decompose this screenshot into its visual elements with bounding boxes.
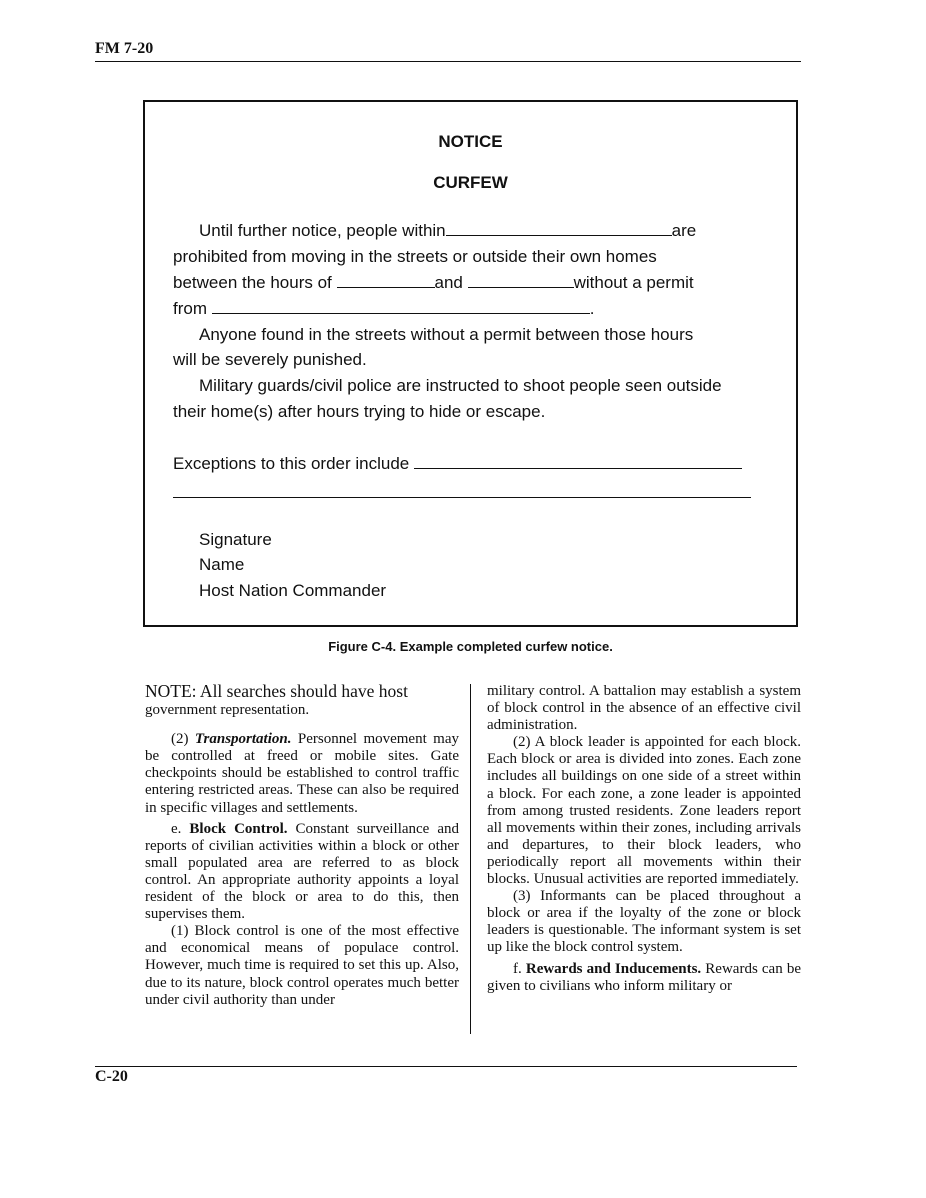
notice-subtitle: CURFEW — [433, 173, 508, 192]
notice-line-3-mid: and — [434, 273, 463, 292]
footer-rule — [95, 1066, 797, 1067]
rewards-paragraph — [487, 961, 801, 995]
notice-para2-line-1: Anyone found in the streets without a permit between those hours — [199, 325, 694, 344]
rewards-letter: f. — [513, 960, 526, 977]
transport-heading: Transportation. — [194, 731, 292, 748]
block-text: Constant surveillance and reports of civilian activities within a block or other small populated area are referred to as block control. An appropriate authority appoints a loyal resident of the block or area to do this, then supervises them. — [145, 820, 459, 923]
end-hour-blank — [468, 270, 574, 288]
notice-title: NOTICE — [438, 132, 503, 151]
block-control-3-paragraph: (3) Informants can be placed throughout a block or area if the loyalty of the zone or block leaders is questionable. The informant system is set up like the block control system. — [487, 888, 801, 956]
commander-label: Host Nation Commander — [199, 581, 387, 600]
notice-line-1-post: are — [671, 221, 697, 240]
header-rule — [95, 61, 801, 62]
permit-authority-blank — [212, 296, 590, 314]
start-hour-blank — [337, 270, 435, 288]
exceptions-line — [173, 451, 762, 477]
notice-line-4 — [173, 296, 762, 322]
right-column — [487, 683, 801, 995]
notice-line-4-pre: from — [173, 299, 207, 318]
block-control-paragraph — [145, 821, 459, 924]
column-divider — [470, 684, 471, 1034]
block-letter: e. — [171, 820, 190, 837]
notice-line-3 — [173, 270, 762, 296]
transport-number: (2) — [171, 731, 195, 748]
notice-line-2: prohibited from moving in the streets or outside their own homes — [173, 247, 657, 266]
left-column — [145, 683, 459, 1009]
exceptions-blank-2 — [173, 497, 751, 498]
notice-line-3-pre: between the hours of — [173, 273, 332, 292]
exceptions-label: Exceptions to this order include — [173, 454, 410, 473]
rewards-text: Rewards can be given to civilians who inform military or — [487, 960, 801, 994]
notice-para3-line-2: their home(s) after hours trying to hide or escape. — [173, 402, 546, 421]
notice-para2-line-2: will be severely punished. — [173, 350, 367, 369]
continuation-paragraph: military control. A battalion may establish a system of block control in the absence of an effective civil administration. — [487, 683, 801, 734]
running-header: FM 7-20 — [95, 40, 154, 57]
exceptions-blank — [414, 451, 742, 469]
note-lead: NOTE: All searches should have host — [145, 681, 408, 701]
curfew-notice-figure — [143, 100, 798, 627]
notice-line-3-post: without a permit — [573, 273, 694, 292]
notice-line-4-post: . — [589, 299, 595, 318]
notice-line-1-pre: Until further notice, people within — [199, 221, 446, 240]
block-heading: Block Control. — [189, 820, 288, 837]
figure-caption: Figure C-4. Example completed curfew notice. — [328, 639, 613, 654]
rewards-heading: Rewards and Inducements. — [525, 960, 702, 977]
note-rest: government representation. — [145, 702, 310, 719]
notice-para3-line-1: Military guards/civil police are instructed to shoot people seen outside — [199, 376, 722, 395]
transport-text: Personnel movement may be controlled at freed or mobile sites. Gate checkpoints should be established to control traffic entering restricted areas. These can also be required in specific villages and settlements. — [145, 731, 459, 816]
page-number: C-20 — [95, 1068, 128, 1085]
signature-label: Signature — [199, 530, 272, 549]
block-control-1-paragraph: (1) Block control is one of the most effective and economical means of populace control. However, much time is required to set this up. Also, due to its nature, block control operates much better under civil authority than under — [145, 923, 459, 1008]
block-control-2-paragraph: (2) A block leader is appointed for each block. Each block or area is divided into zones. Each zone includes all buildings on one side of a street within a block. For each zone, a zone leader is appointed from among trusted residents. Zone leaders report all movements within their zones, including arrivals and departures, to their block leaders, who periodically report all movements within their blocks. Unusual activities are reported immediately. — [487, 734, 801, 888]
transportation-paragraph — [145, 731, 459, 816]
name-label: Name — [199, 555, 245, 574]
area-blank — [446, 218, 672, 236]
notice-line-1 — [173, 218, 762, 244]
note-paragraph — [145, 683, 459, 719]
